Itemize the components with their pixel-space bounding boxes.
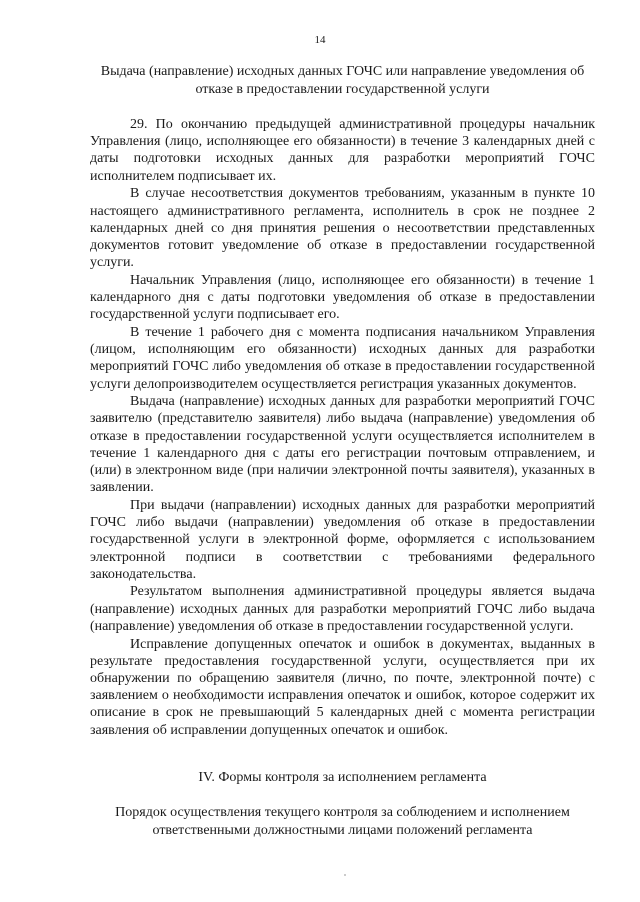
paragraph-refusal-notice: В случае несоответствия документов требованиям, указанным в пункте 10 настоящего административного регламента, исполнитель в срок не позднее 2 календарных дней со дня принятия решения о несоответствии представленных документов готовит уведомление об отказе в предоставлении государственной услуги. bbox=[90, 186, 595, 271]
scan-artifact bbox=[344, 874, 346, 876]
paragraph-corrections: Исправление допущенных опечаток и ошибок в документах, выданных в результате предоставления государственной услуги, осуществляется при их обнаружении по обращению заявителя (лично, по почте, электронной почте) с заявлением о необходимости исправления опечаток и ошибок, которое содержит их описание в срок не превышающий 5 календарных дней с момента регистрации заявления об исправлении допущенных опечаток и ошибок. bbox=[90, 636, 595, 738]
paragraph-electronic-form: При выдачи (направлении) исходных данных для разработки мероприятий ГОЧС либо выдачи (направлении) уведомления об отказе в предоставлении государственной услуги в электронной форме, оформляется с использованием электронной подписи в соответствии с требованиями федерального законодательства. bbox=[90, 497, 595, 582]
page-number: 14 bbox=[314, 34, 326, 46]
paragraph-result: Результатом выполнения административной процедуры является выдача (направление) исходных данных для разработки мероприятий ГОЧС либо выдача (направление) уведомления об отказе в предоставлении государственной услуги. bbox=[90, 584, 595, 634]
paragraph-issuance: Выдача (направление) исходных данных для разработки мероприятий ГОЧС заявителю (представителю заявителя) либо выдача (направление) уведомления об отказе в предоставлении государственной услуги осуществляется исполнителем в течение 1 календарного дня с даты его регистрации почтовым отправлением, и (или) в электронном виде (при наличии электронной почты заявителя), указанных в заявлении. bbox=[90, 394, 595, 496]
section-heading: Выдача (направление) исходных данных ГОЧС или направление уведомления об отказе в предоставлении государственной услуги bbox=[100, 64, 585, 97]
paragraph-registration: В течение 1 рабочего дня с момента подписания начальником Управления (лицом, исполняющим его обязанности) исходных данных для разработки мероприятий ГОЧС либо уведомления об отказе в предоставлении государственной услуги делопроизводителем осуществляется регистрация указанных документов. bbox=[90, 324, 595, 392]
document-body bbox=[90, 116, 595, 739]
subsection-heading: Порядок осуществления текущего контроля за соблюдением и исполнением ответственными должностными лицами положений регламента bbox=[115, 805, 570, 838]
paragraph-29: 29. По окончанию предыдущей административной процедуры начальник Управления (лицо, исполняющее его обязанности) в течение 3 календарных дней с даты подготовки исходных данных для разработки мероприятий ГОЧС исполнителем подписывает их. bbox=[90, 117, 595, 184]
paragraph-signing: Начальник Управления (лицо, исполняющее его обязанности) в течение 1 календарного дня с даты подготовки уведомления об отказе в предоставлении государственной услуги подписывает его. bbox=[90, 272, 595, 323]
chapter-heading: IV. Формы контроля за исполнением регламента bbox=[198, 770, 487, 785]
